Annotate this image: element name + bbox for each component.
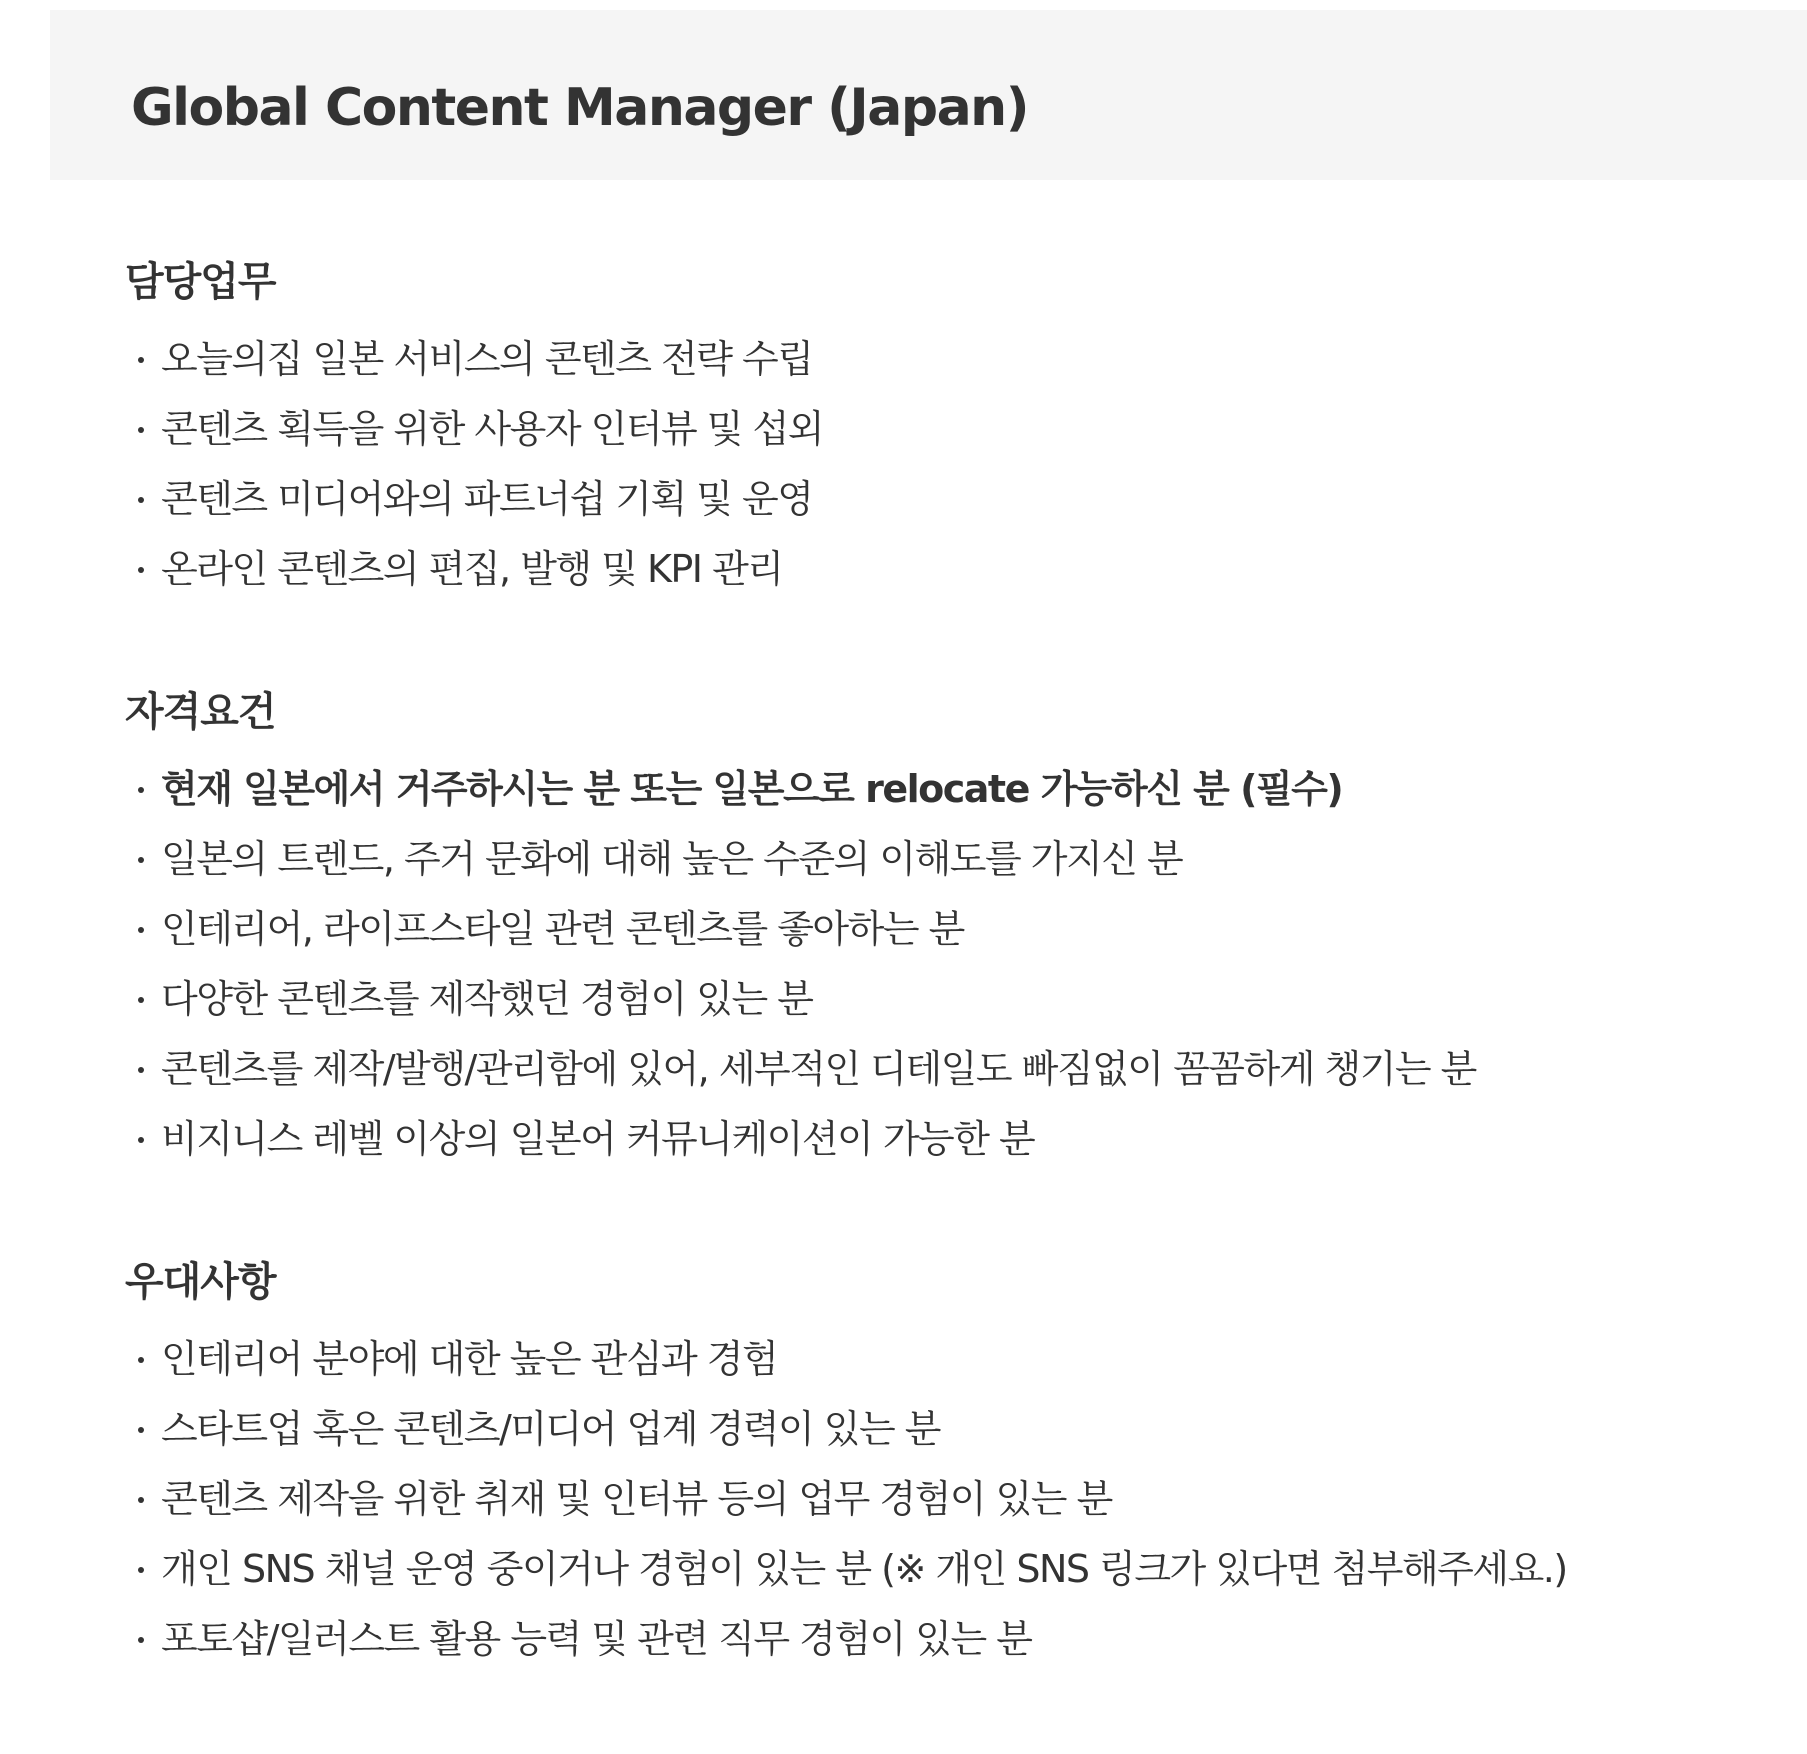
job-title: Global Content Manager (Japan) [131,78,1028,138]
list-item-text: 오늘의집 일본 서비스의 콘텐츠 전략 수립 [161,337,813,381]
list-item-text: 현재 일본에서 거주하시는 분 또는 일본으로 relocate 가능하신 분 (필수) [161,767,1343,811]
list-item-required [125,754,1765,824]
list-item-text: 인테리어, 라이프스타일 관련 콘텐츠를 좋아하는 분 [161,907,964,951]
list-item [125,1534,1765,1604]
list-item [125,394,1765,464]
list-item [125,1324,1765,1394]
list-item [125,534,1765,604]
list-item [125,894,1765,964]
bullet-icon [138,1497,144,1503]
list-item-text: 포토샵/일러스트 활용 능력 및 관련 직무 경험이 있는 분 [161,1617,1032,1661]
list-item-text: 비지니스 레벨 이상의 일본어 커뮤니케이션이 가능한 분 [161,1117,1035,1161]
bullet-icon [138,1137,144,1143]
bullet-icon [138,1427,144,1433]
bullet-icon [138,357,144,363]
list-item [125,964,1765,1034]
list-item [125,824,1765,894]
list-item [125,1034,1765,1104]
list-item-text: 콘텐츠 제작을 위한 취재 및 인터뷰 등의 업무 경험이 있는 분 [161,1477,1112,1521]
bullet-icon [138,857,144,863]
list-item-text: 온라인 콘텐츠의 편집, 발행 및 KPI 관리 [161,547,783,591]
list-item [125,1604,1765,1674]
preferred-list [125,1324,1765,1674]
list-item-text: 콘텐츠 획득을 위한 사용자 인터뷰 및 섭외 [161,407,824,451]
bullet-icon [138,1567,144,1573]
section-qualifications [125,684,1765,1174]
bullet-icon [138,927,144,933]
bullet-icon [138,997,144,1003]
bullet-icon [138,567,144,573]
section-preferred [125,1254,1765,1674]
bullet-icon [138,787,144,793]
section-title: 담당업무 [125,259,276,305]
job-header [50,10,1807,180]
list-item [125,1394,1765,1464]
list-item-text: 개인 SNS 채널 운영 중이거나 경험이 있는 분 (※ 개인 SNS 링크가 있다면 첨부해주세요.) [161,1547,1567,1591]
qualifications-list [125,754,1765,1174]
bullet-icon [138,427,144,433]
list-item-text: 인테리어 분야에 대한 높은 관심과 경험 [161,1337,778,1381]
section-title: 자격요건 [125,689,276,735]
bullet-icon [138,497,144,503]
list-item-text: 콘텐츠 미디어와의 파트너쉽 기획 및 운영 [161,477,813,521]
bullet-icon [138,1067,144,1073]
job-description [125,254,1765,1754]
section-title: 우대사항 [125,1259,276,1305]
bullet-icon [138,1357,144,1363]
list-item [125,1104,1765,1174]
responsibilities-list [125,324,1765,604]
section-responsibilities [125,254,1765,604]
list-item [125,464,1765,534]
list-item-text: 일본의 트렌드, 주거 문화에 대해 높은 수준의 이해도를 가지신 분 [161,837,1183,881]
list-item-text: 콘텐츠를 제작/발행/관리함에 있어, 세부적인 디테일도 빠짐없이 꼼꼼하게 챙기는 분 [161,1047,1476,1091]
list-item-text: 다양한 콘텐츠를 제작했던 경험이 있는 분 [161,977,813,1021]
list-item [125,1464,1765,1534]
list-item-text: 스타트업 혹은 콘텐츠/미디어 업계 경력이 있는 분 [161,1407,940,1451]
list-item [125,324,1765,394]
bullet-icon [138,1637,144,1643]
